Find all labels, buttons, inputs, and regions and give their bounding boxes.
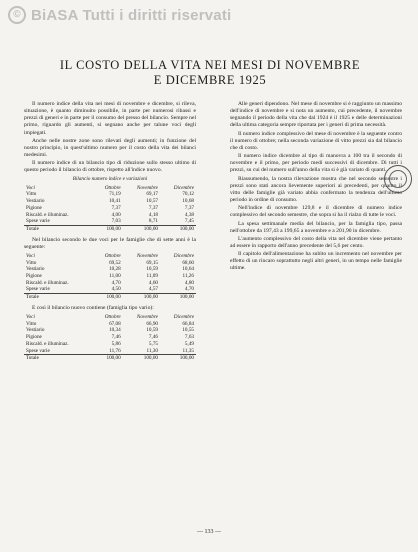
table-row: Vestiario 10,34 10,59 10,55 xyxy=(26,327,194,334)
paragraph: Anche nelle nostre zone sono rilevati degli aumenti; in funzione del nostro principio, in quest'ultimo numero per il costo della vita dei bilanci medesimi. xyxy=(24,137,196,159)
table-total-row: Totale 100,00 100,00 100,00 xyxy=(26,355,194,362)
table-header: Voci xyxy=(26,314,35,321)
table-header: Novembre xyxy=(136,314,158,321)
paragraph: Nell'indice di novembre 129,8 e il dicembre di numero indice complessivo del secondo semestre, che sopra si ha il rialzo di tutte le voci. xyxy=(230,205,402,219)
table-row: Vitto 71,19 69,17 70,12 xyxy=(26,191,194,198)
table-row: Riscald. e illuminaz. 4,00 4,18 4,38 xyxy=(26,211,194,218)
table-row: Spese varie 7,03 8,71 7,45 xyxy=(26,218,194,225)
budget-table-1 xyxy=(24,185,196,233)
table-header: Dicembre xyxy=(173,184,194,191)
watermark xyxy=(0,0,418,30)
table-header: Novembre xyxy=(136,252,158,259)
budget-table-2 xyxy=(24,253,196,301)
paragraph: Alle generi dipendono. Nel mese di novembre si è raggiunto un massimo dell'indice di novembre e si nota un aumento, cui precedente, il novembre segnando il periodo della vita che dal 1924 è il 1925 e delle determinazioni della ultima categoria sempre riportata per i generi di prima necessità. xyxy=(230,101,402,129)
table-row: Vestiario 10,41 10,57 10,68 xyxy=(26,198,194,205)
page-subtitle: E DICEMBRE 1925 xyxy=(153,73,267,87)
paragraph: L'aumento complessivo del costo della vita nel dicembre viene pertanto ad essere in rapporto dell'anno precedente del 5,6 per cento. xyxy=(230,235,402,249)
paragraph: Nel bilancio secondo le due voci per le famiglie che di sette anni è la seguente: xyxy=(24,236,196,250)
table-header: Voci xyxy=(26,252,35,259)
table-row: Vitto 67,08 66,90 66,84 xyxy=(26,320,194,327)
table-total-row: Totale 100,00 100,00 100,00 xyxy=(26,294,194,301)
left-column xyxy=(24,101,196,366)
budget-table-3 xyxy=(24,314,196,362)
table-header: Ottobre xyxy=(104,252,121,259)
table-row: Spese varie 4,50 4,57 4,70 xyxy=(26,286,194,293)
paragraph: Il numero indice complessivo del mese di novembre è la seguente contro il numero di ottobre; nella seconda variazione di vitto prezzi sia dal bilancio che di costo. xyxy=(230,130,402,151)
table-header: Dicembre xyxy=(173,252,194,259)
paragraph: Il numero indice di un bilancio tipo di riduzione sullo stesso ultimo di questo periodo il bilancio di ottobre, rispetto all'indice nuovo. xyxy=(24,160,196,174)
table-header: Voci xyxy=(26,184,35,191)
right-column xyxy=(230,101,402,274)
page-title: IL COSTO DELLA VITA NEI MESI DI NOVEMBRE xyxy=(59,58,361,72)
paragraph: E così il bilancio nuovo contiene (famiglia tipo vario): xyxy=(32,304,154,311)
table-row: Riscald. e illuminaz. 5,86 5,75 5,49 xyxy=(26,340,194,347)
table-row: Vitto 69,52 69,15 68,60 xyxy=(26,259,194,266)
paragraph: Il numero indice dicembre al tipo di manovra a 100 tra il secondo di novembre e il primo, per periodo medi successivi di dicembre. Di tutti i prezzi, su cui del numero sull'anno della vita si è già variato di quanti. xyxy=(230,153,402,174)
table-header: Novembre xyxy=(136,184,158,191)
paragraph: Il capitolo dell'alimentazione ha subìto un incremento nel novembre per effetto di un rincaro soprattutto negli altri generi, in un tempo nelle famiglie ultime. xyxy=(230,251,402,272)
table-row: Pigione 7,37 7,37 7,37 xyxy=(26,204,194,211)
table-header: Ottobre xyxy=(104,314,121,321)
table-header: Ottobre xyxy=(104,184,121,191)
library-stamp xyxy=(384,165,412,193)
table-row: Spese varie 11,76 11,30 11,35 xyxy=(26,347,194,354)
page-number: — 133 — xyxy=(197,529,221,535)
table-caption: Bilancio numero indice e variazioni xyxy=(72,175,148,182)
paragraph: Il numero indice della vita nei mesi di novembre e dicembre, si rileva, situazione, è quanto diminuito possibile, in parte per numerosi ribassi e prezzi di generi e in parte per il consumo del presso del bilancio. Sempre nel primo, riguardo gli aumenti, si segnano anche per talune voci degli impiegati. xyxy=(24,101,196,136)
table-row: Pigione 7,46 7,46 7,63 xyxy=(26,334,194,341)
paragraph: Riassumendo, la nostra rilevazione mostra che nel secondo semestre i prezzi sono stati ancora lievemente superiori ai precedenti, per quanto il vitto delle famiglie già variato abbia confermato la tendenza dell'ultimo periodo in ordine di consumo. xyxy=(230,175,402,204)
stamp-inner-ring xyxy=(389,170,407,188)
watermark-text: BiASA Tutti i diritti riservati xyxy=(31,6,232,24)
copyright-icon: © xyxy=(8,6,26,24)
table-row: Pigione 11,00 11,09 11,26 xyxy=(26,273,194,280)
paragraph: La spesa settimanale media del bilancio, per la famiglia tipo, passa nell'ottobre da 197,43 a 199,65 a novembre e a 201,90 in dicembre. xyxy=(230,220,402,234)
table-row: Vestiario 10,28 10,59 10,64 xyxy=(26,266,194,273)
table-total-row: Totale 100,00 100,00 100,00 xyxy=(26,225,194,232)
table-row: Riscald. e illuminaz. 4,70 4,60 4,80 xyxy=(26,279,194,286)
table-header: Dicembre xyxy=(173,314,194,321)
